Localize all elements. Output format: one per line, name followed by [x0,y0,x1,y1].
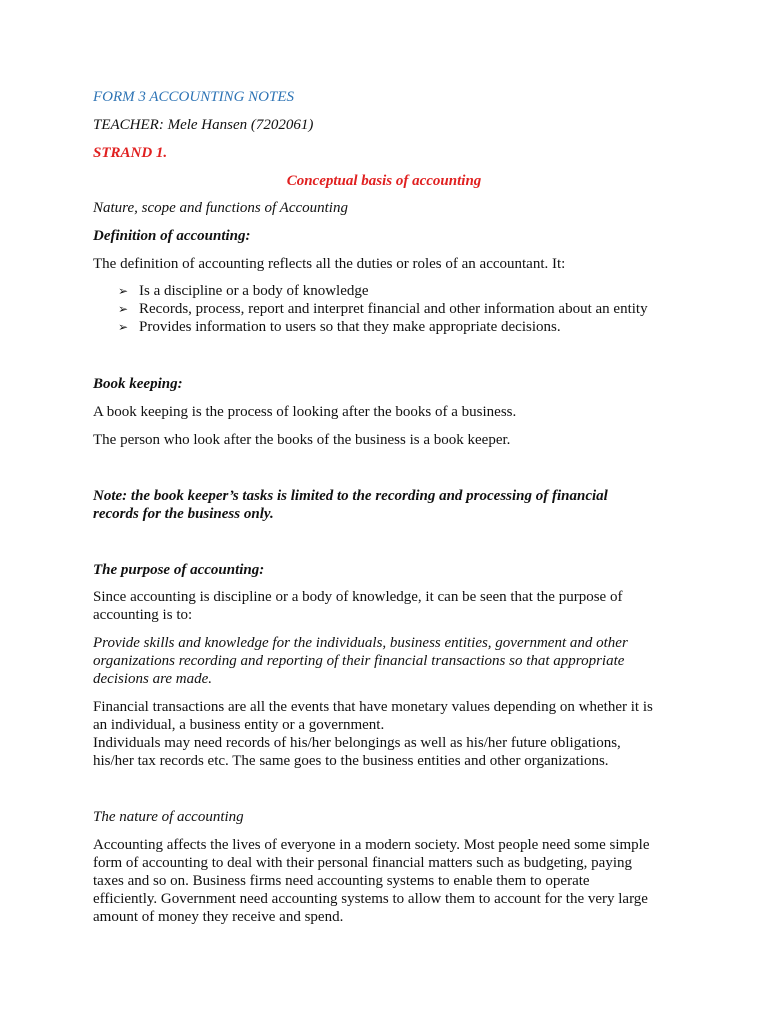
list-item [118,282,648,300]
bookkeeping-line: The person who look after the books of the business is a book keeper. [93,432,511,448]
bookkeeping-line: A book keeping is the process of looking after the books of a business. [93,404,517,420]
purpose-paragraph: accounting is to: [93,607,193,623]
section-subheading: Nature, scope and functions of Accounting [93,200,348,216]
bookkeeping-heading: Book keeping: [93,376,183,392]
arrow-bullet-icon: ➢ [118,320,129,334]
nature-paragraph: Accounting affects the lives of everyone in a modern society. Most people need some simple [93,837,650,853]
bullet-text: Is a discipline or a body of knowledge [139,283,369,299]
bullet-text: Provides information to users so that they make appropriate decisions. [139,319,561,335]
purpose-paragraph: Since accounting is discipline or a body of knowledge, it can be seen that the purpose of [93,589,623,605]
purpose-quote: decisions are made. [93,671,213,687]
nature-paragraph: taxes and so on. Business firms need accounting systems to enable them to operate [93,873,590,889]
nature-paragraph: efficiently. Government need accounting systems to allow them to account for the very large [93,891,648,907]
list-item [118,318,648,336]
nature-heading: The nature of accounting [93,809,244,825]
bookkeeping-note: Note: the book keeper’s tasks is limited to the recording and processing of financial [93,488,608,504]
transactions-paragraph: Individuals may need records of his/her belongings as well as his/her future obligations, [93,735,621,751]
arrow-bullet-icon: ➢ [118,284,129,298]
purpose-quote: Provide skills and knowledge for the individuals, business entities, government and other [93,635,628,651]
section-heading: Conceptual basis of accounting [286,173,482,189]
bullet-text: Records, process, report and interpret financial and other information about an entity [139,301,648,317]
purpose-heading: The purpose of accounting: [93,562,265,578]
nature-paragraph: amount of money they receive and spend. [93,909,344,925]
transactions-paragraph: his/her tax records etc. The same goes to the business entities and other organizations. [93,753,609,769]
arrow-bullet-icon: ➢ [118,302,129,316]
bookkeeping-note: records for the business only. [93,506,274,522]
document-title: FORM 3 ACCOUNTING NOTES [93,89,294,105]
definition-bullet-list [118,282,648,336]
purpose-quote: organizations recording and reporting of their financial transactions so that appropriate [93,653,625,669]
list-item [118,300,648,318]
definition-intro: The definition of accounting reflects all the duties or roles of an accountant. It: [93,256,566,272]
nature-paragraph: form of accounting to deal with their personal financial matters such as budgeting, paying [93,855,633,871]
strand-heading: STRAND 1. [93,145,168,161]
definition-heading: Definition of accounting: [93,228,251,244]
teacher-line: TEACHER: Mele Hansen (7202061) [93,117,314,133]
transactions-paragraph: an individual, a business entity or a government. [93,717,385,733]
transactions-paragraph: Financial transactions are all the events that have monetary values depending on whether it is [93,699,653,715]
